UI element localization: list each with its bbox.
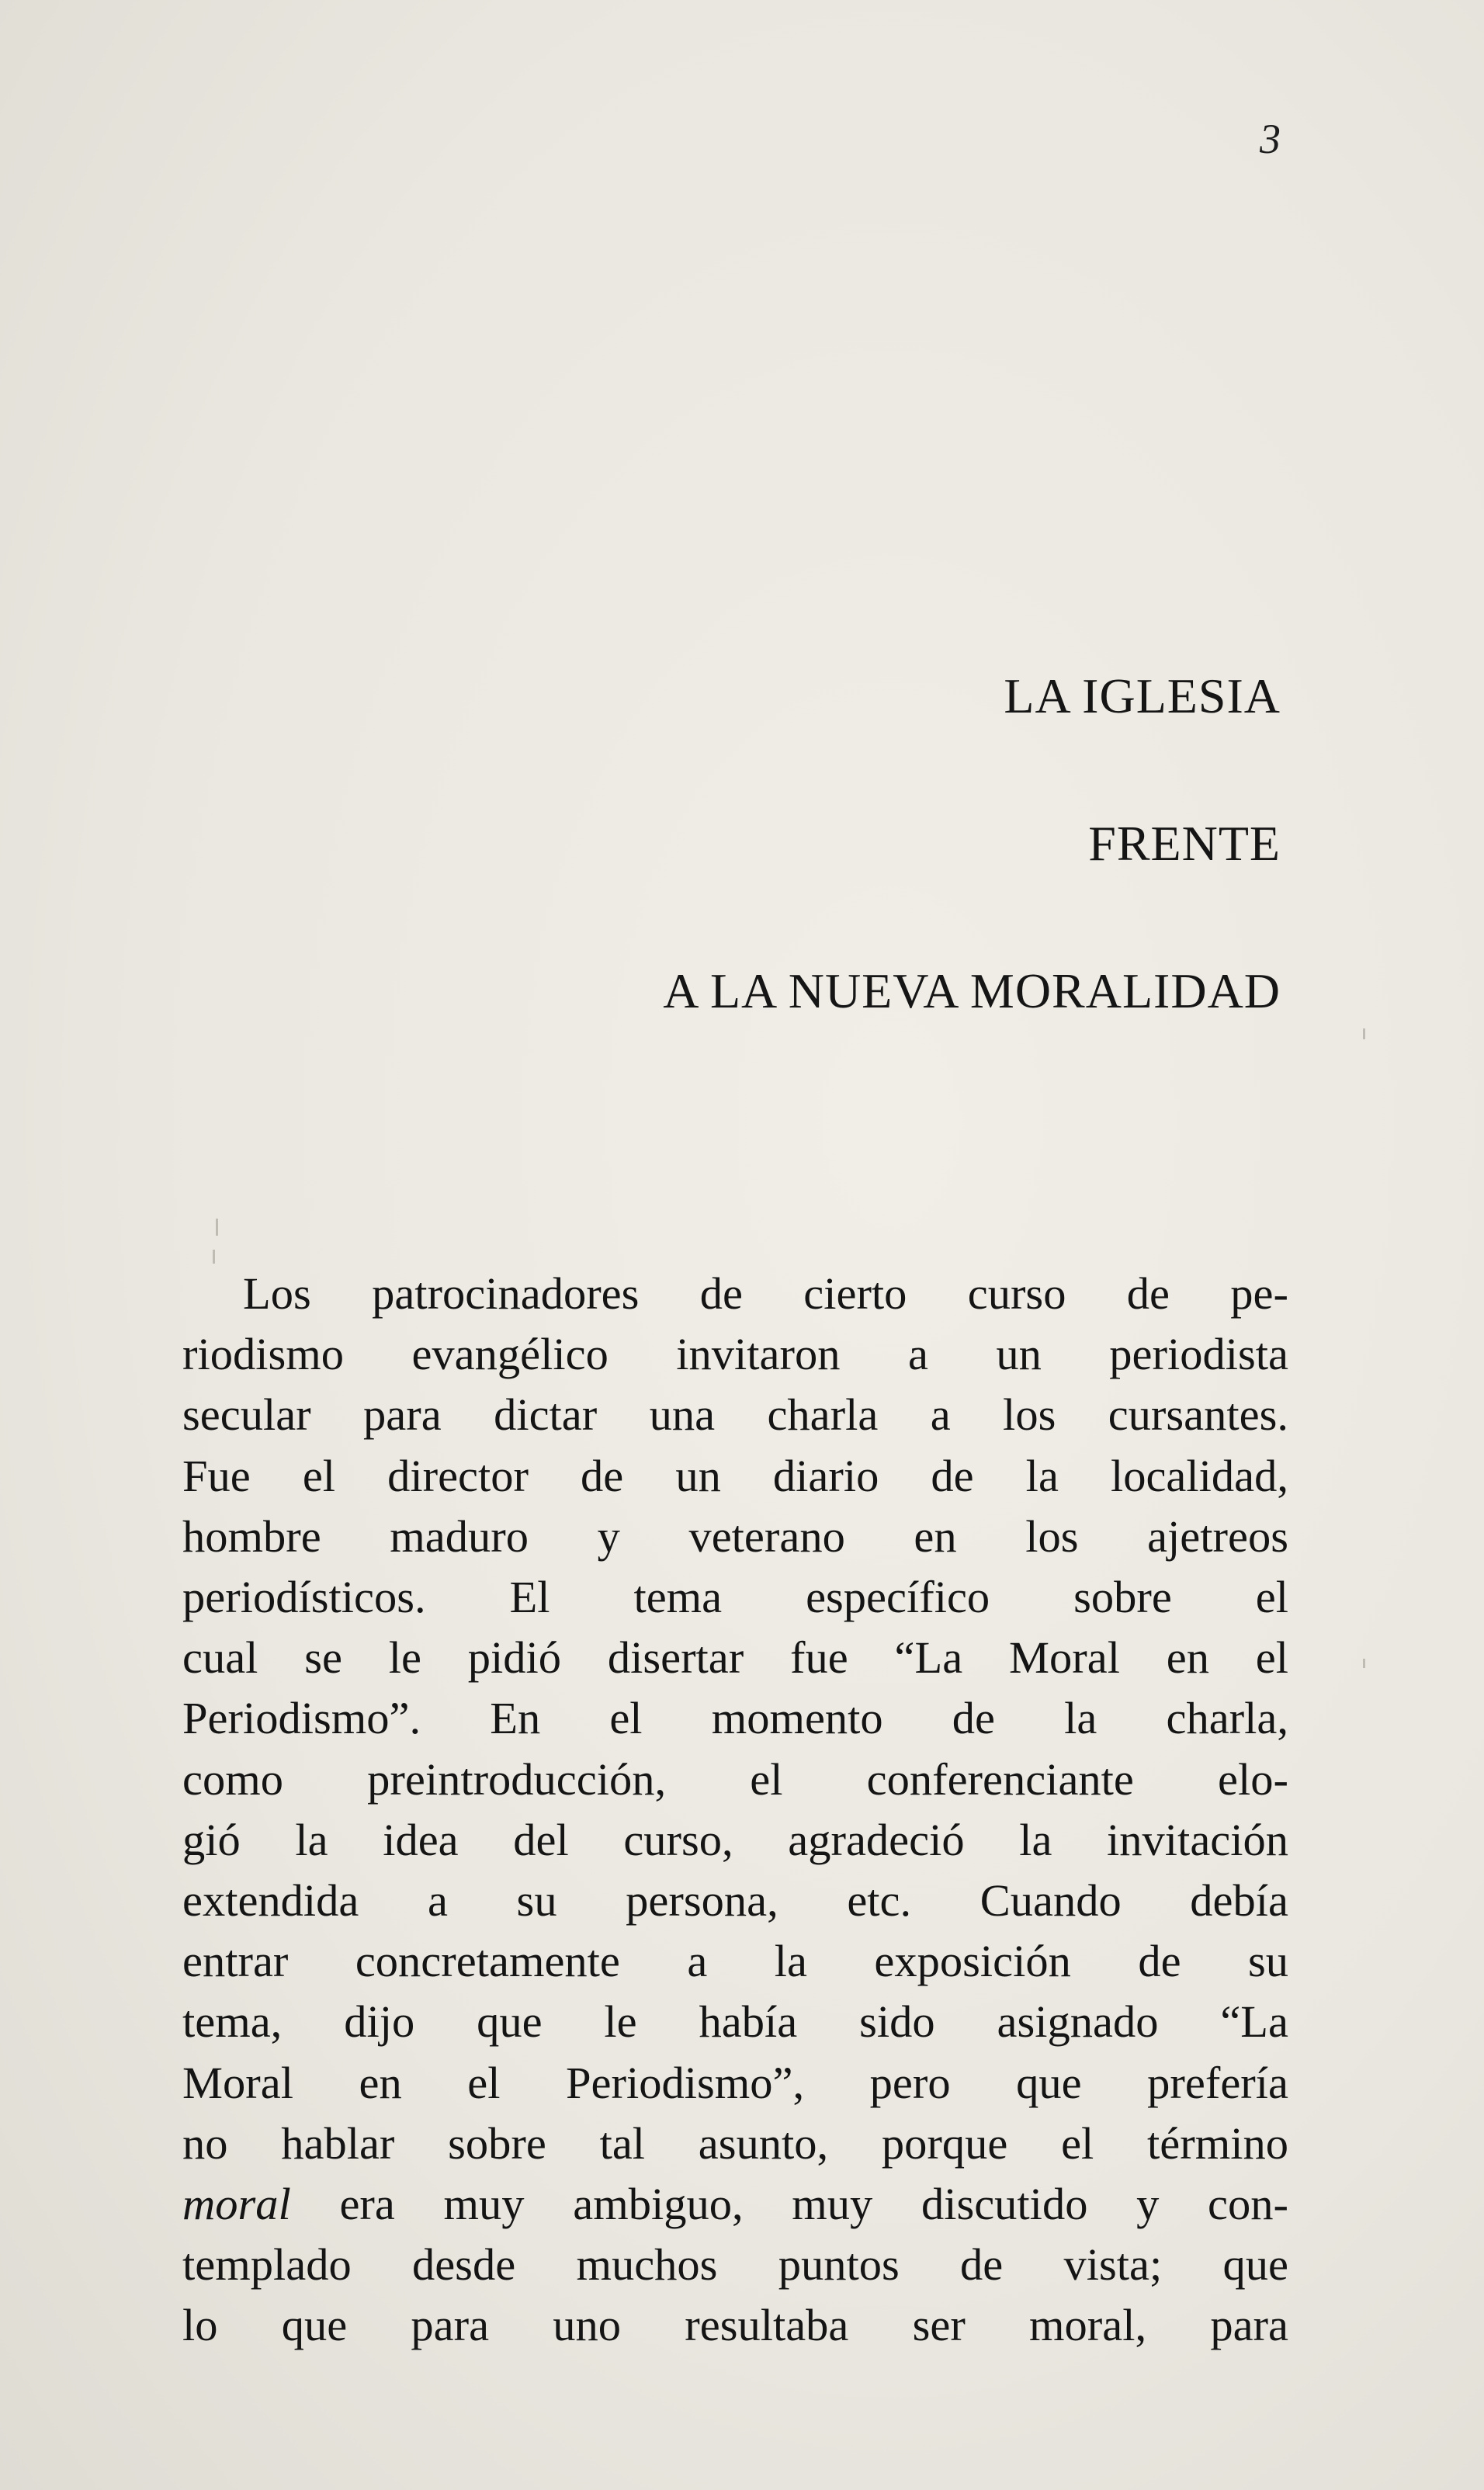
paper-speck xyxy=(213,1250,215,1264)
body-line: gió la idea del curso, agradeció la invitación xyxy=(182,1814,1288,1865)
chapter-title-line-3: A LA NUEVA MORALIDAD xyxy=(663,963,1281,1018)
body-line: como preintroducción, el conferenciante elo- xyxy=(182,1753,1288,1805)
body-line: hombre maduro y veterano en los ajetreos xyxy=(182,1510,1288,1562)
chapter-title-line-1: LA IGLESIA xyxy=(1004,668,1281,723)
body-line: extendida a su persona, etc. Cuando debía xyxy=(182,1875,1288,1926)
body-line: cual se le pidió disertar fue “La Moral en el xyxy=(182,1632,1288,1684)
chapter-title-line-2: FRENTE xyxy=(1088,816,1281,871)
body-line: entrar concretamente a la exposición de su xyxy=(182,1936,1288,1987)
body-line: tema, dijo que le había sido asignado “La xyxy=(182,1996,1288,2048)
body-line-mixed xyxy=(182,2174,1288,2235)
paper-speck xyxy=(1363,1028,1365,1039)
body-line: Fue el director de un diario de la localidad, xyxy=(182,1450,1288,1501)
body-line: riodismo evangélico invitaron a un periodista xyxy=(182,1329,1288,1380)
paper-speck xyxy=(216,1219,218,1236)
page-number: 3 xyxy=(1260,116,1281,162)
body-line: templado desde muchos puntos de vista; que xyxy=(182,2239,1288,2291)
body-line: no hablar sobre tal asunto, porque el término xyxy=(182,2117,1288,2169)
body-line-rest: era muy ambiguo, muy discutido y con- xyxy=(290,2179,1288,2230)
emphasis-word: moral xyxy=(182,2179,291,2230)
body-line: secular para dictar una charla a los cursantes. xyxy=(182,1389,1288,1441)
body-line: lo que para uno resultaba ser moral, para xyxy=(182,2300,1288,2351)
paper-speck xyxy=(1363,1659,1365,1668)
body-paragraph xyxy=(182,1264,1288,2356)
body-line: Periodismo”. En el momento de la charla, xyxy=(182,1693,1288,1744)
body-line: periodísticos. El tema específico sobre el xyxy=(182,1572,1288,1623)
body-line: Los patrocinadores de cierto curso de pe- xyxy=(243,1268,1288,1319)
body-line: Moral en el Periodismo”, pero que prefería xyxy=(182,2057,1288,2108)
